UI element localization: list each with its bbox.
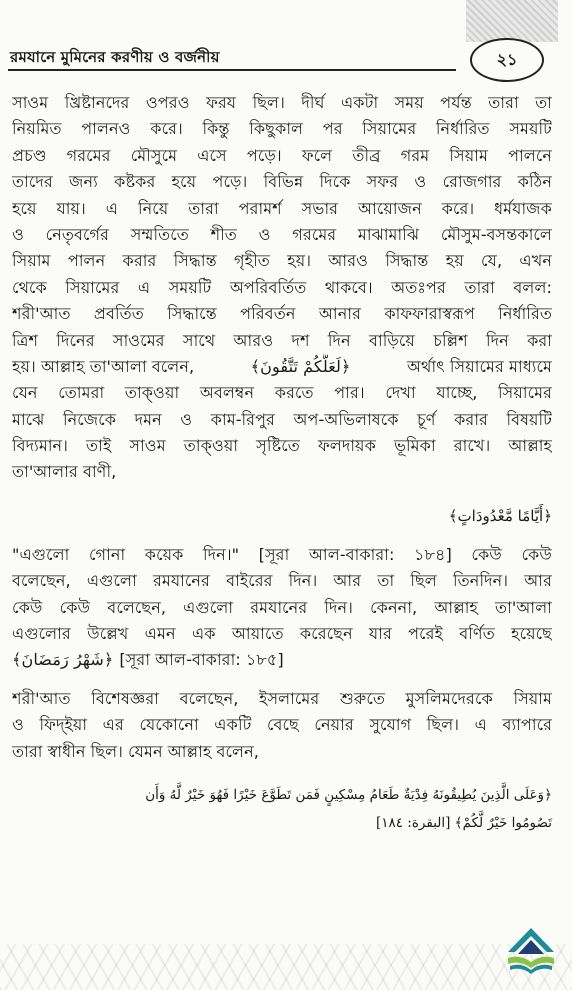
quran-verse-inline: ﴿شَهْرُ رَمَضَانَ﴾ [12,650,114,670]
text-line: বলেছেন, এগুলো রমযানের বাইরের দিন। আর তা ছিল তিনদিন। আর [12,571,552,591]
text-fragment: হয়। আল্লাহ তা'আলা বলেন, [12,356,195,376]
text-line: শরী'আত বিশেষজ্ঞরা বলেছেন, ইসলামের শুরুতে মুসলিমদেরকে সিয়াম [12,688,552,708]
page-body [12,90,552,837]
text-line-with-verse [12,647,552,673]
publisher-logo-icon [500,924,562,980]
text-line: সিয়াম পালন করার সিদ্ধান্ত গৃহীত হয়। আরও সিদ্ধান্ত হয় যে, এখন [12,251,552,271]
spacer [12,486,552,502]
quran-verse-inline: ﴿لَعَلَّكُمْ تَتَّقُونَ﴾ [250,356,351,376]
text-line: ত্রিশ দিনের সাওমের সাথে আরও দশ দিন বাড়িয়ে চল্লিশ দিন করা [12,330,552,350]
quran-verse-block: ﴿أَيَّامًا مَّعْدُودَاتٍ﴾ [448,506,552,525]
text-line: প্রচণ্ড গরমের মৌসুমে এসে পড়ে। ফলে তীব্র গরম সিয়াম পালনে [12,145,552,165]
text-line: থেকে সিয়ামের এ সময়টি অপরিবর্তিত থাকবে। অতঃপর তারা বলল: [12,277,552,297]
text-line: নিয়মিত পালনও করে। কিন্তু কিছুকাল পর সিয়ামের নির্ধারিত সময়টি [12,119,552,139]
text-line: মাঝে নিজেকে দমন ও কাম-রিপুর অপ-অভিলাষকে চূর্ণ করার বিষয়টি [12,409,552,429]
text-line: যেন তোমরা তাক্ওয়া অবলম্বন করতে পার। দেখা যাচ্ছে, সিয়ামের [12,383,552,403]
text-line: ও ফিদ্ইয়া এর যেকোনো একটি বেছে নেয়ার সুযোগ ছিল। এ ব্যাপারে [12,715,552,735]
text-line: এগুলোর উল্লেখ এমন এক আয়াতে করেছেন যার পরেই বর্ণিত হয়েছে [12,624,552,644]
text-line: বিদ্যমান। তাই সাওম তাক্ওয়া সৃষ্টিতে ফলদায়ক ভূমিকা রাখে। আল্লাহ [12,436,552,456]
header-divider [8,69,456,71]
quran-verse-block: تَصُومُوا خَيْرٌ لَّكُمْ﴾ [البقرة: ١٨٤] [375,814,552,831]
text-line: তা'আলার বাণী, [12,462,117,482]
header-tab-decoration [466,0,558,42]
footer-ornament [0,944,572,990]
spacer [12,674,552,686]
verse-reference: [সূরা আল-বাকারা: ১৮৫] [119,650,284,670]
text-line: ও নেতৃবর্গের সম্মতিতে শীত ও গরমের মাঝামাঝি মৌসুম-বসন্তকালে [12,224,552,244]
text-line: কেউ কেউ বলেছেন, এগুলো রমযানের দিন। কেননা, আল্লাহ তা'আলা [12,597,552,617]
text-line: "এগুলো গোনা কয়েক দিন।" [সূরা আল-বাকারা: ১৮৪] কেউ কেউ [12,544,552,564]
text-line: সাওম খ্রিষ্টানদের ওপরও ফরয ছিল। দীর্ঘ একটা সময় পর্যন্ত তারা তা [12,93,552,112]
text-line: তারা স্বাধীন ছিল। যেমন আল্লাহ বলেন, [12,741,259,761]
text-line: তাদের জন্য কষ্টকর হয়ে পড়ে। বিভিন্ন দিকে সফর ও রোজগার কঠিন [12,172,552,192]
page-header [0,42,572,82]
text-line: শরী'আত প্রবর্তিত সিদ্ধান্তে পরিবর্তন আনার কাফফারাস্বরূপ নির্ধারিত [12,304,552,324]
page-number: ২১ [470,38,544,82]
text-line-with-verse [12,354,552,380]
spacer [12,765,552,781]
text-line: হয়ে যায়। এ নিয়ে তারা পরামর্শ সভার আয়োজন করে। ধর্মযাজক [12,198,552,218]
running-title: রমযানে মুমিনের করণীয় ও বর্জনীয় [10,48,220,66]
text-fragment: অর্থাৎ সিয়ামের মাধ্যমে [406,356,552,376]
spacer [12,530,552,542]
quran-verse-block: ﴿وَعَلَى الَّذِينَ يُطِيقُونَهُ فِدْيَةٌ طَعَامُ مِسْكِينٍ فَمَن تَطَوَّعَ خَيْرًا فَهُوَ خَيْرٌ لَّهُ وَأَن [145,786,552,803]
